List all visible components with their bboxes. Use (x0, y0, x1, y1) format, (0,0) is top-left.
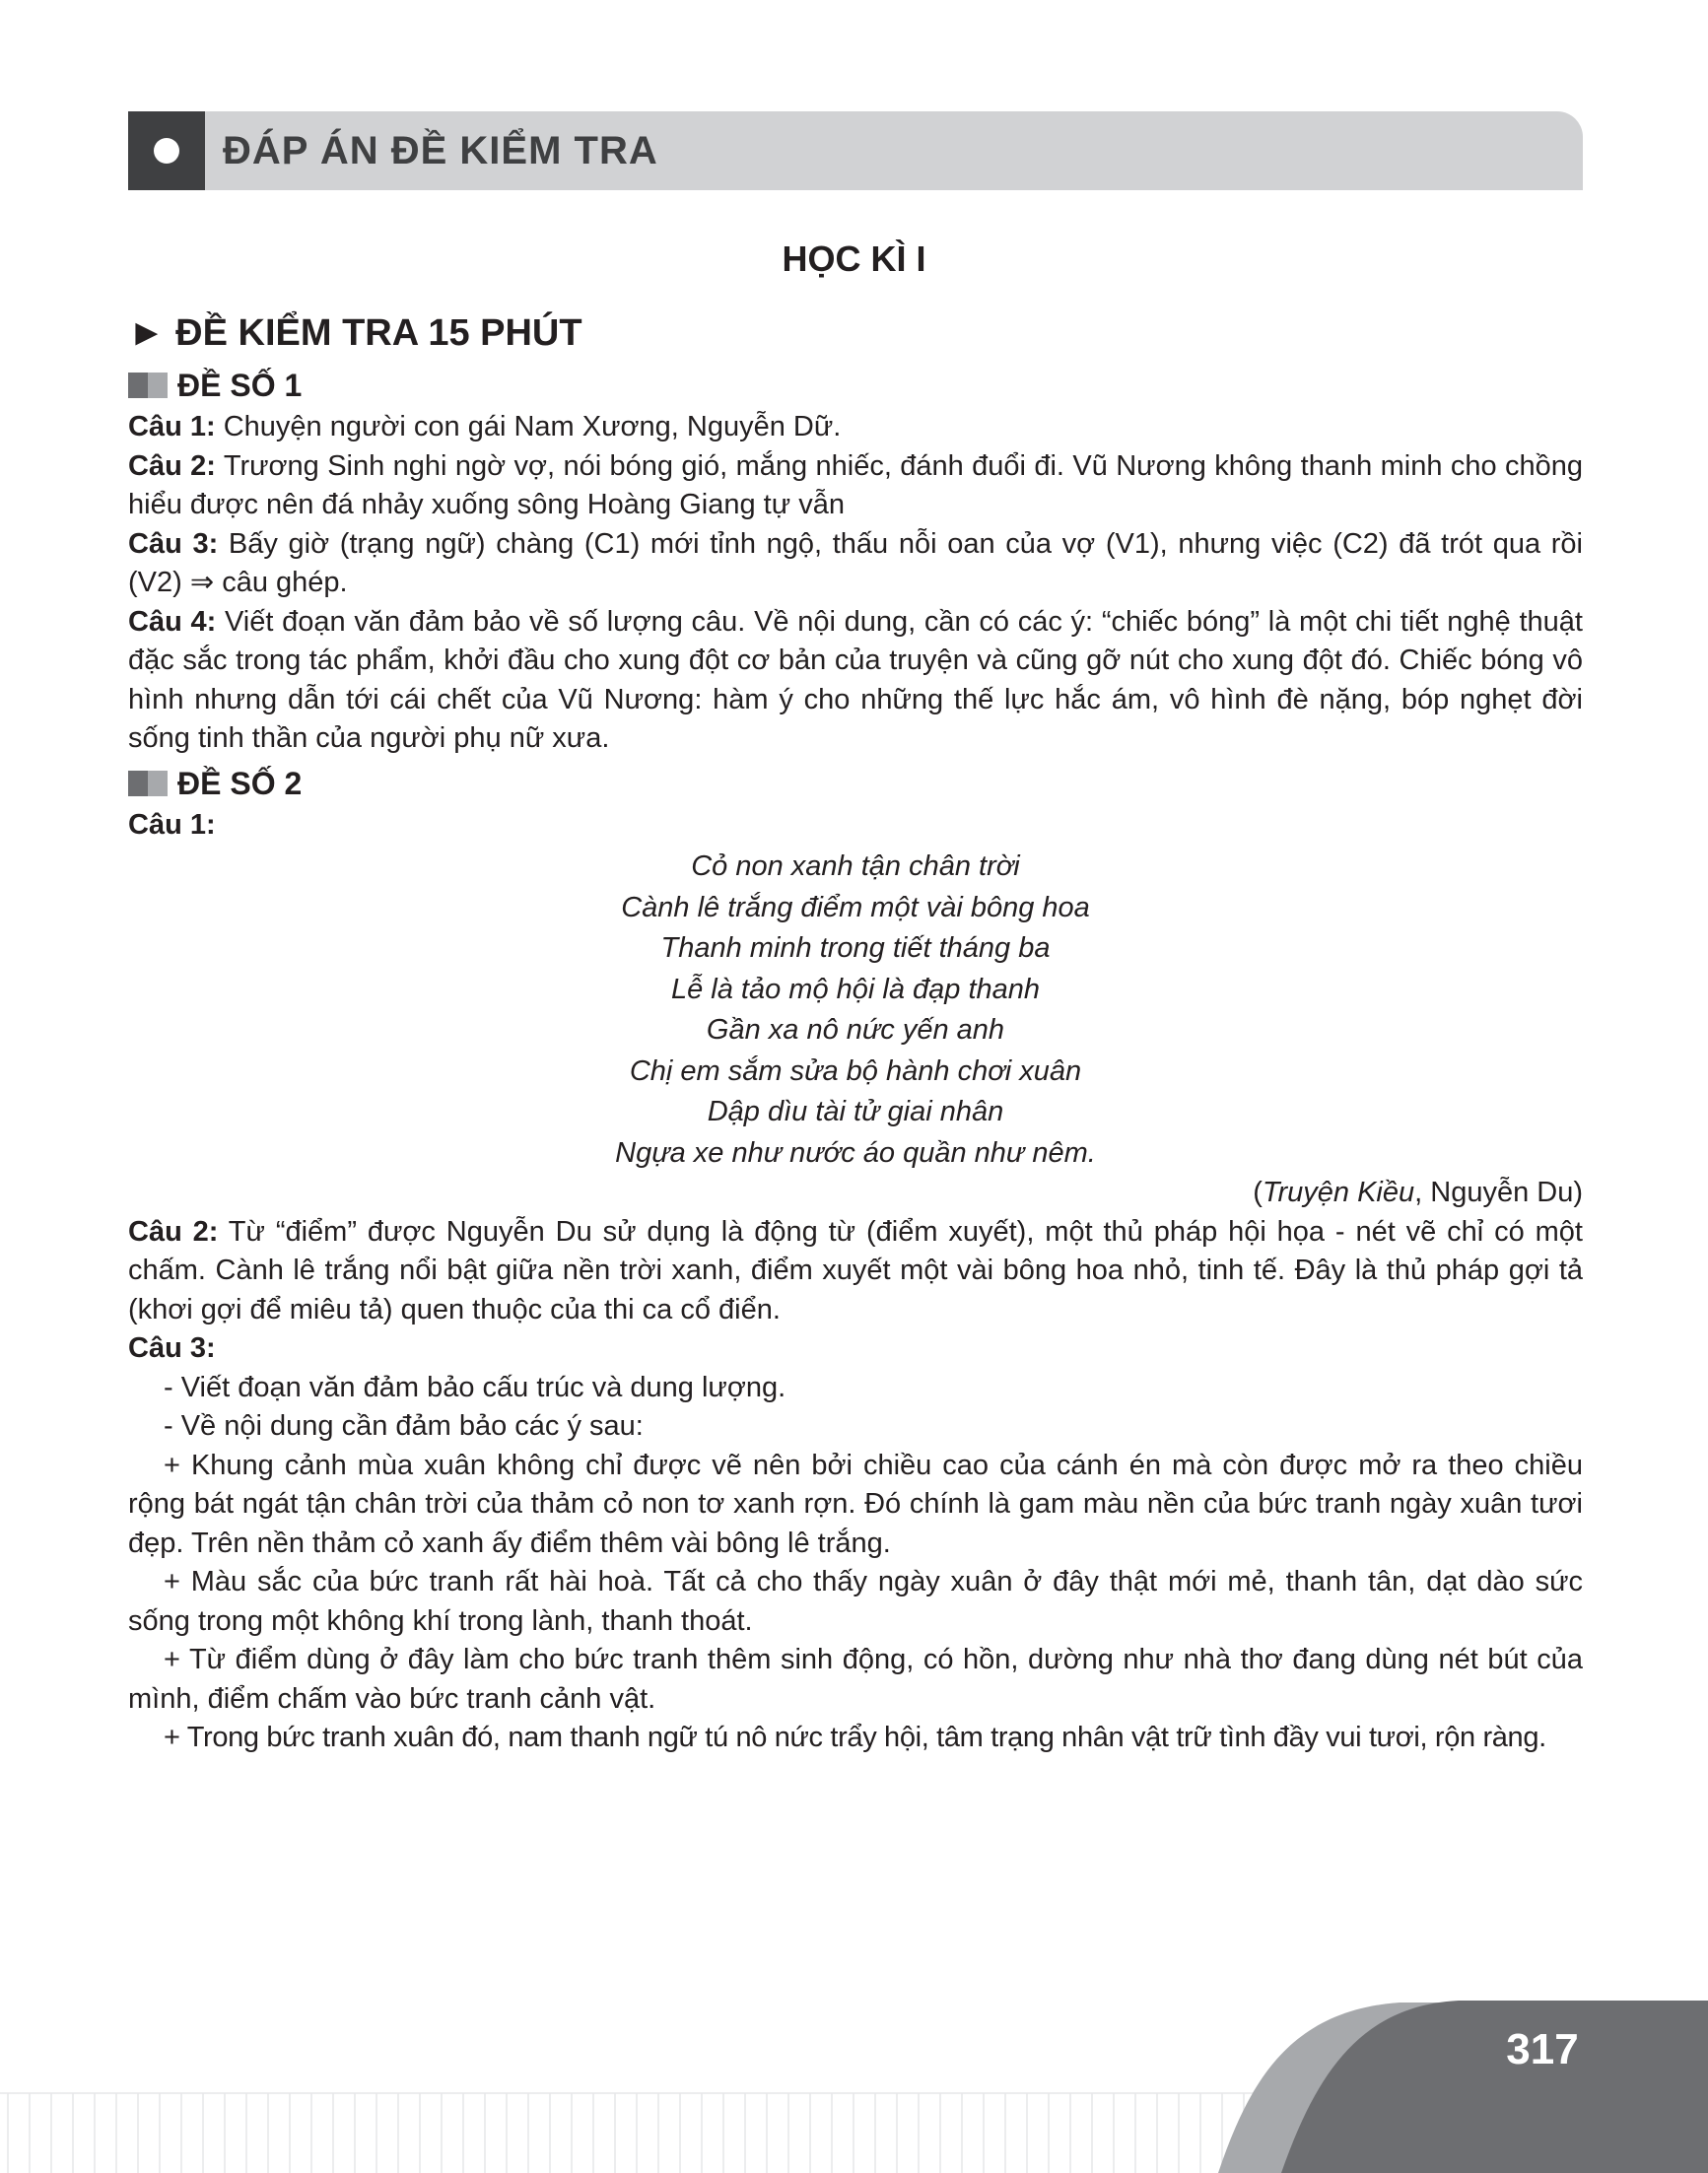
term-title: HỌC KÌ I (782, 238, 926, 279)
cau3-line: - Về nội dung cần đảm bảo các ý sau: (164, 1410, 644, 1442)
poem-line: Cỏ non xanh tận chân trời (691, 850, 1020, 882)
poem-line: Ngựa xe như nước áo quần như nêm. (615, 1136, 1096, 1169)
poem-line: Thanh minh trong tiết tháng ba (660, 932, 1051, 964)
poem-line: Dập dìu tài tử giai nhân (707, 1096, 1004, 1127)
page-number: 317 (1506, 2025, 1579, 2073)
question-label: Câu 2: (128, 1215, 219, 1248)
poem-line: Gần xa nô nức yến anh (706, 1014, 1005, 1046)
answer-text: Trương Sinh nghi ngờ vợ, nói bóng gió, mắng nhiếc, đánh đuổi đi. Vũ Nương không thanh minh cho chồng hiểu được nên đá nhảy xuống sông Hoàng Giang tự vẫn (128, 449, 1583, 520)
question-label: Câu 4: (128, 605, 217, 638)
answer-text: Từ “điểm” được Nguyễn Du sử dụng là động từ (điểm xuyết), một thủ pháp hội họa - nét vẽ chỉ có một chấm. Cành lê trắng nổi bật giữa nền trời xanh, điểm xuyết một vài bông hoa nhỏ, tinh tế. Đây là thủ pháp gợi tả (khơi gợi để miêu tả) quen thuộc của thi ca cổ điển. (128, 1215, 1583, 1325)
section-heading: ► ĐỀ KIỂM TRA 15 PHÚT (128, 312, 582, 354)
footer-stripes (0, 2093, 1281, 2173)
de2-cau1-label: Câu 1: (128, 808, 216, 841)
cau3-line: - Viết đoạn văn đảm bảo cấu trúc và dung lượng. (164, 1371, 786, 1403)
poem-line: Lễ là tảo mộ hội là đạp thanh (670, 973, 1041, 1005)
source-work: Truyện Kiều (1262, 1177, 1415, 1208)
cau3-line: + Từ điểm dùng ở đây làm cho bức tranh thêm sinh động, có hồn, dường như nhà thơ đang dùng nét bút của mình, điểm chấm vào bức tranh cảnh vật. (128, 1644, 1583, 1715)
poem-line: Chị em sắm sửa bộ hành chơi xuân (629, 1054, 1082, 1087)
de2-title: ĐỀ SỐ 2 (177, 765, 303, 801)
cau3-line: + Trong bức tranh xuân đó, nam thanh ngữ tú nô nức trẩy hội, tâm trạng nhân vật trữ tình đầy vui tươi, rộn ràng. (164, 1722, 1546, 1753)
cau3-line: + Khung cảnh mùa xuân không chỉ được vẽ nên bởi chiều cao của cánh én mà còn được mở ra theo chiều rộng bát ngát tận chân trời của thảm cỏ non tơ xanh rợn. Đó chính là gam màu nền của bức tranh ngày xuân tươi đẹp. Trên nền thảm cỏ xanh ấy điểm thêm vài bông lê trắng. (128, 1449, 1583, 1559)
cau3-line: + Màu sắc của bức tranh rất hài hoà. Tất cả cho thấy ngày xuân ở đây thật mới mẻ, thanh tân, dạt dào sức sống trong một không khí trong lành, thanh thoát. (128, 1566, 1583, 1637)
question-label: Câu 2: (128, 449, 216, 482)
question-label: Câu 3: (128, 527, 219, 560)
question-label: Câu 1: (128, 411, 216, 442)
poem-line: Cành lê trắng điểm một vài bông hoa (621, 891, 1090, 923)
header-title: ĐÁP ÁN ĐỀ KIỂM TRA (223, 129, 658, 172)
answer-text: Bấy giờ (trạng ngữ) chàng (C1) mới tỉnh ngộ, thấu nỗi oan của vợ (V1), nhưng việc (C2) đã trót qua rồi (V2) ⇒ câu ghép. (128, 527, 1583, 598)
answer-text: Chuyện người con gái Nam Xương, Nguyễn Dữ. (215, 411, 842, 442)
de1-title: ĐỀ SỐ 1 (177, 368, 303, 403)
answer-text: Viết đoạn văn đảm bảo về số lượng câu. Về nội dung, cần có các ý: “chiếc bóng” là một chi tiết nghệ thuật đặc sắc trong tác phẩm, khởi đầu cho xung đột cơ bản của truyện và cũng gỡ nút cho xung đột đó. Chiếc bóng vô hình nhưng dẫn tới cái chết của Vũ Nương: hàm ý cho những thế lực hắc ám, vô hình đè nặng, bóp nghẹt đời sống tinh thần của người phụ nữ xưa. (128, 605, 1583, 754)
source-author: , Nguyễn Du) (1414, 1177, 1583, 1208)
source-paren: ( (1253, 1177, 1263, 1208)
de2-cau3-label: Câu 3: (128, 1332, 216, 1364)
